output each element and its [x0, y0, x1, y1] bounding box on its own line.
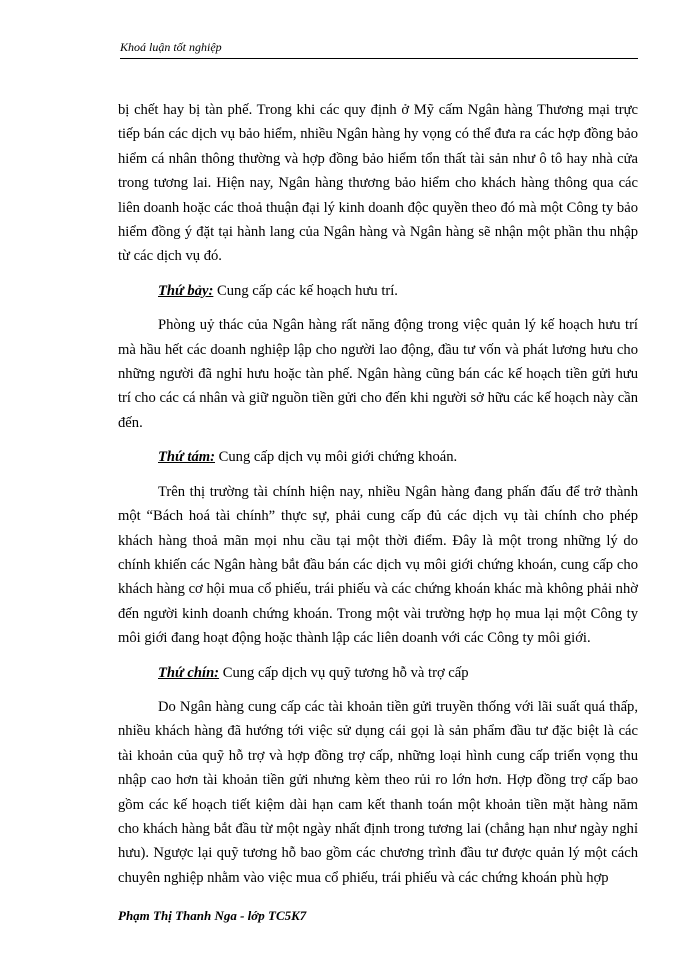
document-body [118, 98, 638, 890]
section-heading-8 [118, 445, 638, 469]
section-heading-9 [118, 661, 638, 685]
paragraph-continued: bị chết hay bị tàn phế. Trong khi các quy định ở Mỹ cấm Ngân hàng Thương mại trực tiếp bán các dịch vụ bảo hiểm, nhiều Ngân hàng hy vọng có thể đưa ra các hợp đồng bảo hiểm cá nhân thông thường và hợp đồng bảo hiểm tổn thất tài sản như ô tô hay nhà cửa trong tương lai. Hiện nay, Ngân hàng thương bảo hiểm cho khách hàng thông qua các liên doanh hoặc các thoả thuận đại lý kinh doanh độc quyền theo đó mà một Công ty bảo hiểm đồng ý đặt tại hành lang của Ngân hàng và Ngân hàng sẽ nhận một phần thu nhập từ các dịch vụ đó. [118, 102, 638, 265]
heading-label: Thứ chín: [158, 664, 220, 681]
running-header: Khoá luận tốt nghiệp [120, 40, 638, 59]
heading-label: Thứ bảy: [158, 282, 214, 299]
heading-label: Thứ tám: [158, 449, 215, 466]
running-footer: Phạm Thị Thanh Nga - lớp TC5K7 [118, 908, 307, 923]
heading-text: Cung cấp dịch vụ môi giới chứng khoán. [215, 449, 458, 466]
paragraph-retirement: Phòng uỷ thác của Ngân hàng rất năng động trong việc quản lý kế hoạch hưu trí mà hầu hết các doanh nghiệp lập cho người lao động, đầu tư vốn và phát lương hưu cho những người đã nghỉ hưu hoặc tàn phế. Ngân hàng cũng bán các kế hoạch tiền gửi hưu trí cho các cá nhân và giữ nguồn tiền gửi cho đến khi người sở hữu các kế hoạch này cần đến. [118, 317, 638, 431]
paragraph-brokerage: Trên thị trường tài chính hiện nay, nhiều Ngân hàng đang phấn đấu để trở thành một “Bách hoá tài chính” thực sự, phải cung cấp đủ các dịch vụ tài chính cho phép khách hàng thoả mãn mọi nhu cầu tại một thời điểm. Đây là một trong những lý do chính khiến các Ngân hàng bắt đầu bán các dịch vụ môi giới chứng khoán, cung cấp cho khách hàng cơ hội mua cổ phiếu, trái phiếu và các chứng khoán khác mà không phải nhờ đến người kinh doanh chứng khoán. Trong một vài trường hợp họ mua lại một Công ty môi giới đang hoạt động hoặc thành lập các liên doanh với các Công ty môi giới. [118, 483, 638, 647]
heading-text: Cung cấp các kế hoạch hưu trí. [213, 282, 398, 299]
paragraph-mutual-funds: Do Ngân hàng cung cấp các tài khoản tiền gửi truyền thống với lãi suất quá thấp, nhiều khách hàng đã hướng tới việc sử dụng cái gọi là sản phẩm đầu tư đặc biệt là các tài khoản của quỹ hỗ trợ và hợp đồng trợ cấp, những loại hình cung cấp triển vọng thu nhập cao hơn tài khoản tiền gửi nhưng kèm theo rủi ro lớn hơn. Hợp đồng trợ cấp bao gồm các kế hoạch tiết kiệm dài hạn cam kết thanh toán một khoản tiền mặt hàng năm cho khách hàng bắt đầu từ một ngày nhất định trong tương lai (chẳng hạn như ngày nghỉ hưu). Ngược lại quỹ tương hỗ bao gồm các chương trình đầu tư được quản lý một cách chuyên nghiệp nhằm vào việc mua cổ phiếu, trái phiếu và các chứng khoán phù hợp [118, 698, 638, 886]
heading-text: Cung cấp dịch vụ quỹ tương hỗ và trợ cấp [219, 664, 469, 681]
section-heading-7 [118, 279, 638, 303]
